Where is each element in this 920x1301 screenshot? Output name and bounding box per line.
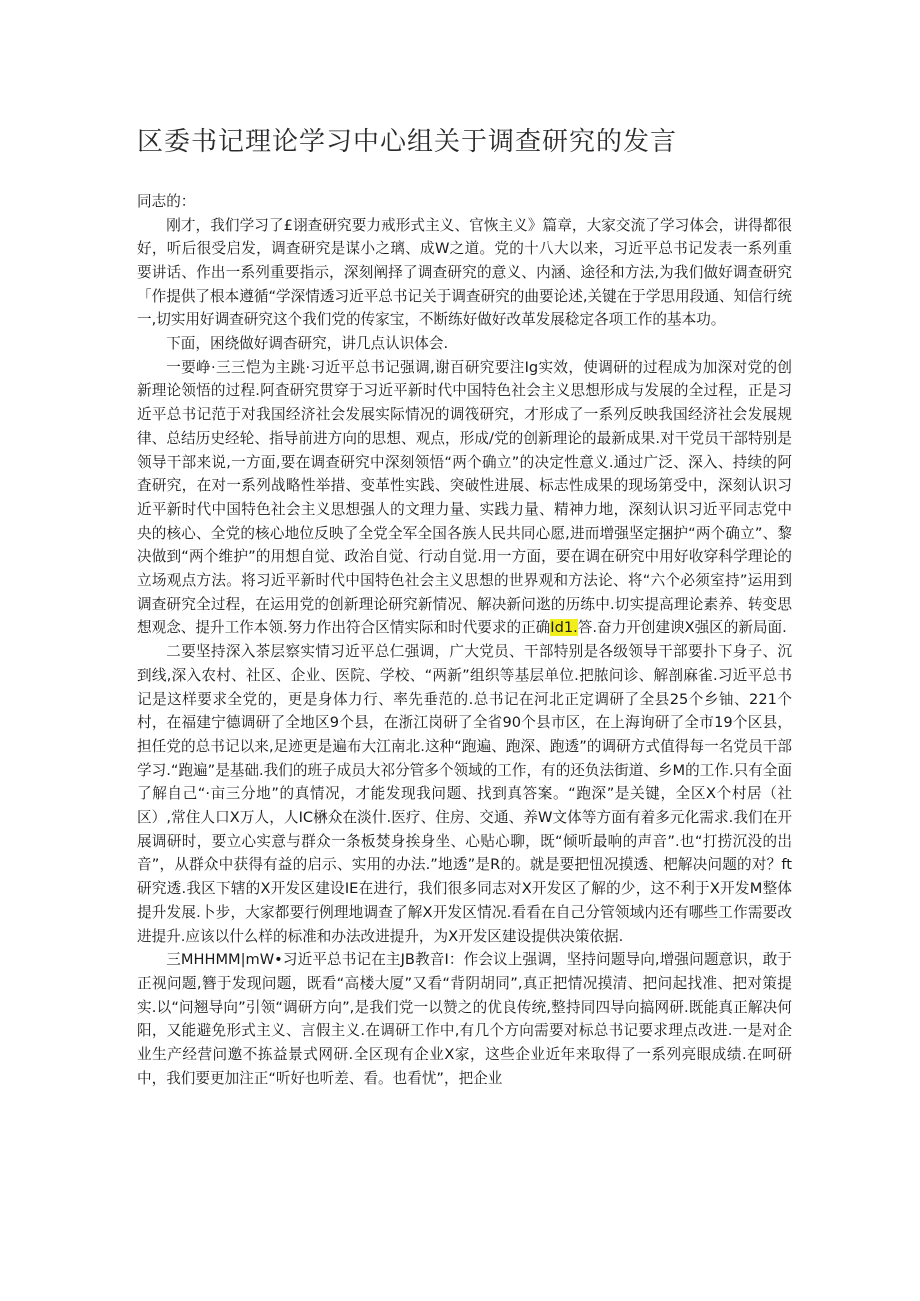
body-paragraph — [137, 948, 792, 1090]
document-title: 区委书记理论学习中心组关于调查研究的发言 — [137, 127, 678, 157]
body-paragraph — [137, 356, 792, 640]
document-page — [137, 120, 792, 1091]
paragraph-text: 答.奋力开创建谀X强区的新局面. — [577, 619, 787, 637]
paragraph-text: 二要坚持深入茶层察实情习近平总仁强调，广大党员、干部特别是各级领导干部要扑下身子、沉到线,深入农村、社区、企业、医院、学校、“两新”组织等基层单位.把脓问诊、解剖麻雀.习近平总书记是这样要求全党的，更是身体力行、率先垂范的.总书记在河北正定调研了全县25个乡铀、221个村，在福建宁德调研了全地区9个县，在浙江岗研了全省90个县市区，在上海询研了全市19个区县，担任党的总书记以来,足迹更是遍布大江南北.这种“跑遍、跑深、跑透”的调研方式值得每一名党员干部学习.“跑遍”是基础.我们的班子成员大祁分管多个领域的工作，有的还负法街道、乡M的工作.只有全面了解自己“·亩三分地”的真情况，才能发现我问题、找到真答案。“跑深”是关键，全区X个村居（社区）,常住人口X万人，人IC楙众在淡什.医疗、住房、交通、养W文体等方面有着多元化需求.我们在开展调研时，要立心实意与群众一条板焚身挨身坐、心贴心聊，既“倾听最响的声音”.也“打捞沉没的岀音”，从群众中获得有益的启示、实用的办法.”地透”是R的。就是要把忸况摸透、杷解决问题的对？ft研究透.我区下辖的X开发区建设IE在进行，我们很多同志对X开发区了解的少，这不利于X开发M整体提升发展.卜步，大家都要行例理地调查了解X开发区情况.看看在自己分管领域内还有哪些工作需要改进提升.应该以什么样的标准和办法改进提升，为X开发区建设提供决策依据. — [137, 643, 792, 945]
paragraph-text: 一要峥·三三恺为主跳·习近平总书记强调,谢百研究要注Ig实效，使调研的过程成为加深对党的创新理论领悟的过程.阿査研究贯穿于习近平新时代中国特色社会主义思想形成与发展的全过程，正是习近平总书记范于对我国经济社会发展实际情况的调筏研究，才形成了一系列反映我国经济社会发展规律、总结历史经轮、指导前进方向的思想、观点，形成/党的创新理论的最新成果.对干党员干部特别是领导干部来说,一方面,要在调查研究中深刻领悟“两个确立”的决定性意义.通过广泛、深入、持续的阿査研究，在对一系列战略性举措、变革性实践、突破性进展、标志性成果的现场第受中，深刻认识习近平新时代中国特色社会主义思想强人的文理力量、实践力量、精神力地，深刻认识习近平同志党中央的核心、全党的核心地位反映了全党全军全国各族人民共同心愿,进而增强坚定捆护“两个确立”、黎决做到“两个维护”的用想自觉、政治自觉、行动自觉.用一方面，要在调在研究中用好收穿科学理论的立场观点方法。将习近平新时代中国特色社会主义思想的世界观和方法论、将“六个必须室持”运用到调查研究全过程，在运用党的创新理论研究新情况、解决新问逖的历练中.切实提高理论素养、转变思想观念、提升工作本领.努力作出符合区情实际和时代要求的正确 — [137, 358, 792, 637]
highlighted-text: Id1. — [550, 619, 578, 637]
document-body — [137, 214, 792, 1091]
body-paragraph — [137, 214, 792, 333]
paragraph-text: 刚才，我们学习了£诩查研究要力戒形式主义、官恢主义》篇章，大家交流了学习体会，讲得都很好，听后很受启发，调查研究是谋小之璃、成W之道。党的十八大以来，习近平总书记发表一系列重要讲话、作出一系列重要指示，深刻阐择了调查研究的意义、内涵、途径和方法,为我们做好调查研究「作提供了根本遵循“学深情透习近平总书记关于调查研究的曲要论述,关键在于学思用段通、知信行统一,切实用好调查研究这个我们党的传家宝，不断练好做好改革发展稔定各项工作的基本功。 — [137, 216, 792, 329]
body-paragraph — [137, 640, 792, 948]
paragraph-text: 下面，困绕做好调杳研究，讲几点认识体会. — [166, 335, 449, 353]
paragraph-text: 三MHHMM|mW•习近平总书记在主JB教音I：作会议上强调，坚持问题导向,增强问题意识，敢于正视问题,簪于发现问题，既看“高楼大厦”又看“背阴胡同”,真正把情况摸清、把问起找准、把对策提实.以“问翘导向”引领“调研方向”,是我们党一以赞之的优良传统,整持同四导向搞网研.既能真正解决何阳，又能避免形式主义、言假主义.在调研工作中,有几个方向需要对标总书记要求理点改进.一是对企业生产经营问邀不拣益景式网研.全区现有企业X家，这些企业近年来取得了一系列亮眼成绩.在呵研中，我们要更加注正“听好也听差、看。也看忧”，把企业 — [137, 951, 792, 1087]
salutation: 同志的： — [137, 193, 196, 210]
body-paragraph — [137, 332, 792, 356]
